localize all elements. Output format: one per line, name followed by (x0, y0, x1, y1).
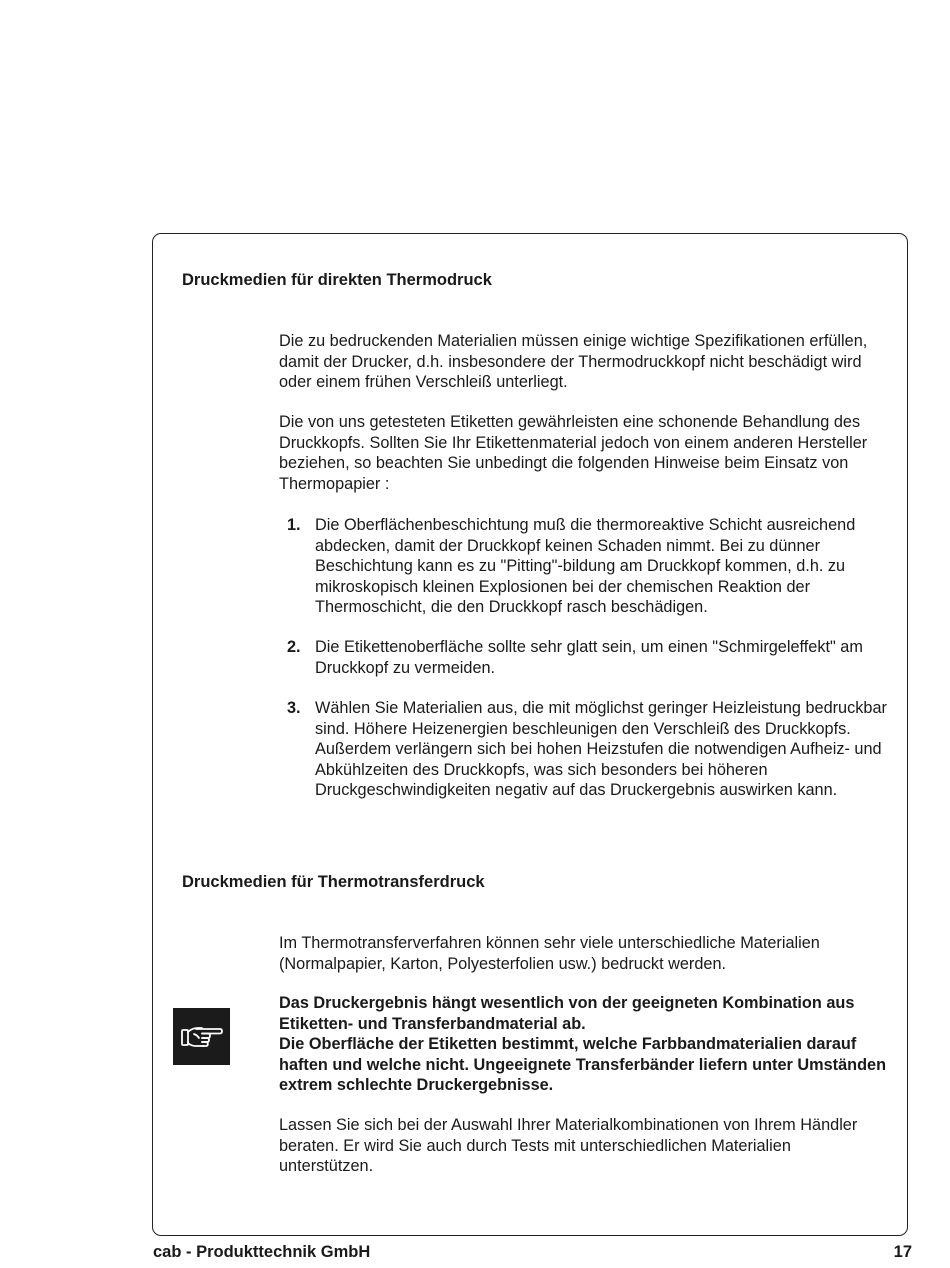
pointing-hand-icon (173, 1008, 230, 1065)
list-number: 2. (287, 638, 301, 656)
list-item-text: Wählen Sie Materialien aus, die mit möglichst geringer Heizleistung bedruckbar sind. Höhere Heizenergien beschleunigen den Verschleiß des Druckkopfs. (315, 699, 887, 738)
footer-company: cab - Produkttechnik GmbH (153, 1243, 371, 1261)
paragraph-tested-labels: Die von uns getesteten Etiketten gewährleisten eine schonende Behandlung des Druckkopfs. Sollten Sie Ihr Etikettenmaterial jedoch von einem anderen Hersteller beziehen, so beachten Sie unbedingt die folgenden Hinweise beim Einsatz von Thermopapier : (279, 413, 868, 493)
list-item-text-continued: Außerdem verlängern sich bei hohen Heizstufen die notwendigen Aufheiz- und Abkühlzeiten des Druckkopfs, was sich besonders bei höheren Druckgeschwindigkeiten negativ auf das Druckergebnis auswirken kann. (315, 740, 882, 800)
paragraph-specifications: Die zu bedruckenden Materialien müssen einige wichtige Spezifikationen erfüllen, damit der Drucker, d.h. insbesondere der Thermodruckkopf nicht beschädigt wird oder einem frühen Verschleiß unterliegt. (279, 332, 868, 392)
pointing-hand-glyph (180, 1023, 224, 1051)
section-heading-thermal-transfer: Druckmedien für Thermotransferdruck (182, 873, 485, 891)
list-item-text: Die Oberflächenbeschichtung muß die thermoreaktive Schicht ausreichend abdecken, damit der Druckkopf keinen Schaden nimmt. Bei zu dünner Beschichtung kann es zu "Pitting"-bildung am Druckkopf kommen, d.h. zu mikroskopisch kleinen Explosionen bei der chemischen Reaktion der Thermoschicht, die den Druckkopf rasch beschädigen. (315, 516, 856, 617)
paragraph-transfer-materials: Im Thermotransferverfahren können sehr viele unterschiedliche Materialien (Normalpapier, Karton, Polyesterfolien usw.) bedruckt werden. (279, 934, 820, 973)
note-paragraph-surface: Die Oberfläche der Etiketten bestimmt, welche Farbbandmaterialien darauf haften und welche nicht. Ungeeignete Transferbänder liefern unter Umständen extrem schlechte Druckergebnisse. (279, 1035, 887, 1095)
footer-page-number: 17 (893, 1243, 912, 1261)
note-paragraph-combination: Das Druckergebnis hängt wesentlich von der geeigneten Kombination aus Etiketten- und Transferbandmaterial ab. (279, 994, 855, 1033)
list-item-3 (287, 698, 892, 801)
list-item-1 (287, 515, 892, 618)
list-item-text: Die Etikettenoberfläche sollte sehr glatt sein, um einen "Schmirgeleffekt" am Druckkopf zu vermeiden. (315, 638, 863, 677)
section-heading-direct-thermal: Druckmedien für direkten Thermodruck (182, 271, 492, 289)
list-number: 3. (287, 699, 301, 717)
paragraph-dealer-advice: Lassen Sie sich bei der Auswahl Ihrer Materialkombinationen von Ihrem Händler beraten. Er wird Sie auch durch Tests mit unterschiedlichen Materialien unterstützen. (279, 1116, 858, 1176)
list-item-2 (287, 637, 892, 678)
list-number: 1. (287, 516, 301, 534)
